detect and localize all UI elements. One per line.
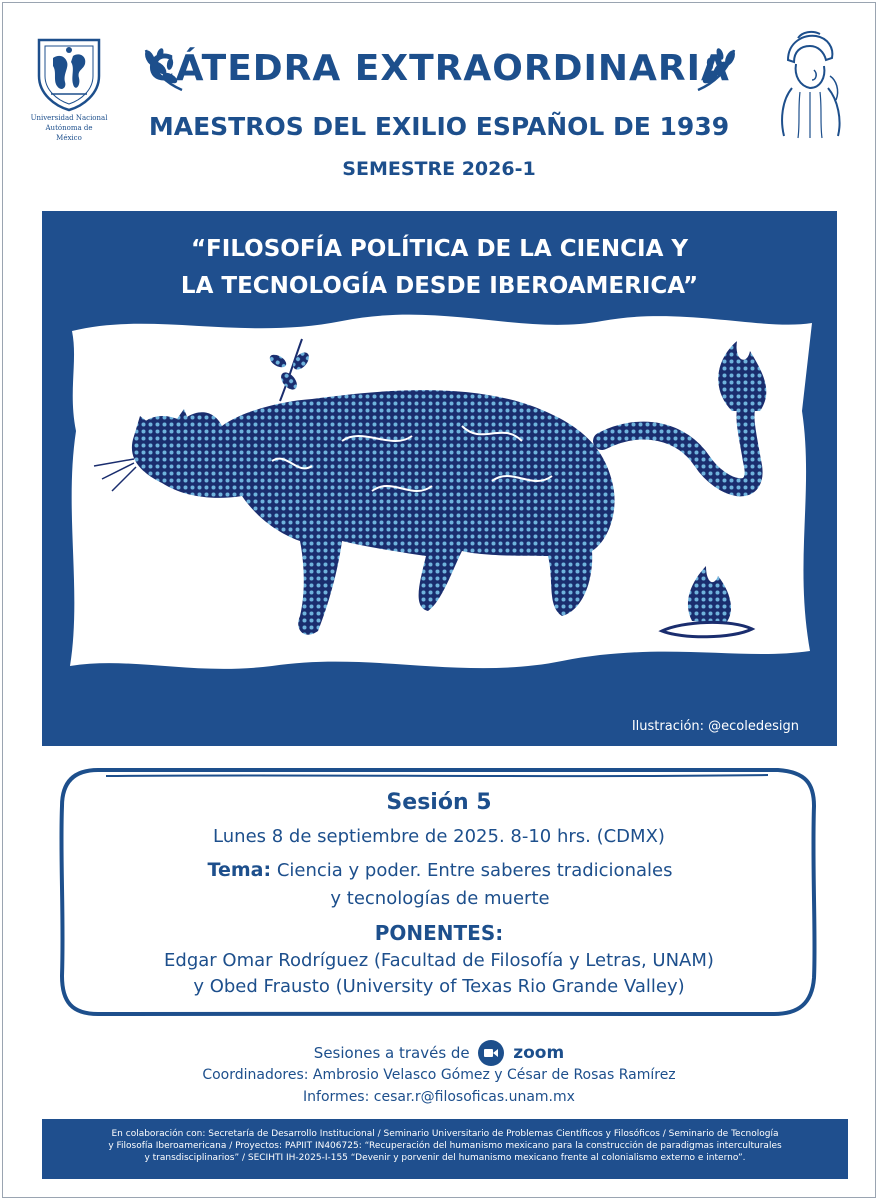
lecture-title-line2: LA TECNOLOGÍA DESDE IBEROAMERICA” xyxy=(180,273,699,299)
page-subtitle: MAESTROS DEL EXILIO ESPAÑOL DE 1939 xyxy=(148,112,730,141)
zoom-line xyxy=(0,1040,878,1066)
speakers-list xyxy=(60,948,818,1000)
logo-caption-line1: Universidad Nacional xyxy=(30,114,108,122)
session-topic xyxy=(150,856,730,913)
topic-line2: y tecnologías de muerte xyxy=(330,888,550,909)
zoom-wordmark: zoom xyxy=(513,1043,565,1063)
cover-banner xyxy=(42,211,837,746)
logo-caption-line3: México xyxy=(56,134,82,142)
zoom-camera-icon xyxy=(478,1040,504,1066)
zoom-text: Sesiones a través de xyxy=(313,1044,470,1062)
logo-caption-line2: Autónoma de xyxy=(45,124,93,132)
footer-line1: En colaboración con: Secretaría de Desarrollo Institucional / Seminario Universitario de Problemas Científicos y Filosóficos / Seminario de Tecnología xyxy=(111,1129,779,1139)
speakers-label: PONENTES: xyxy=(374,921,504,945)
footer-line3: y transdisciplinarios” / SECIHTI IH-2025-I-155 “Devenir y porvenir del humanismo mexicano frente al colonialismo externo e interno”. xyxy=(144,1153,746,1163)
collaboration-footer xyxy=(42,1119,848,1179)
session-title: Sesión 5 xyxy=(386,790,492,815)
contact-info[interactable]: Informes: cesar.r@filosoficas.unam.mx xyxy=(303,1089,575,1105)
session-date: Lunes 8 de septiembre de 2025. 8-10 hrs. (CDMX) xyxy=(213,826,665,847)
coordinators: Coordinadores: Ambrosio Velasco Gómez y César de Rosas Ramírez xyxy=(202,1067,676,1083)
illustration-credit: Ilustración: @ecoledesign xyxy=(631,719,799,734)
topic-line1: Ciencia y poder. Entre saberes tradicionales xyxy=(276,860,673,881)
speakers-line1: Edgar Omar Rodríguez (Facultad de Filosofía y Letras, UNAM) xyxy=(164,950,714,971)
speakers-line2: y Obed Frausto (University of Texas Rio Grande Valley) xyxy=(193,976,685,997)
topic-label: Tema: xyxy=(207,859,272,881)
page-title: CÁTEDRA EXTRAORDINARIA xyxy=(148,48,730,89)
animal-illustration xyxy=(42,211,837,746)
footer-line2: y Filosofía Iberoamericana / Proyectos: PAPIIT IN406725: “Recuperación del humanismo mexicano para la construcción de paradigmas interculturales xyxy=(108,1141,782,1151)
semester-label: SEMESTRE 2026-1 xyxy=(342,158,536,180)
lecture-title-line1: “FILOSOFÍA POLÍTICA DE LA CIENCIA Y xyxy=(190,236,689,262)
